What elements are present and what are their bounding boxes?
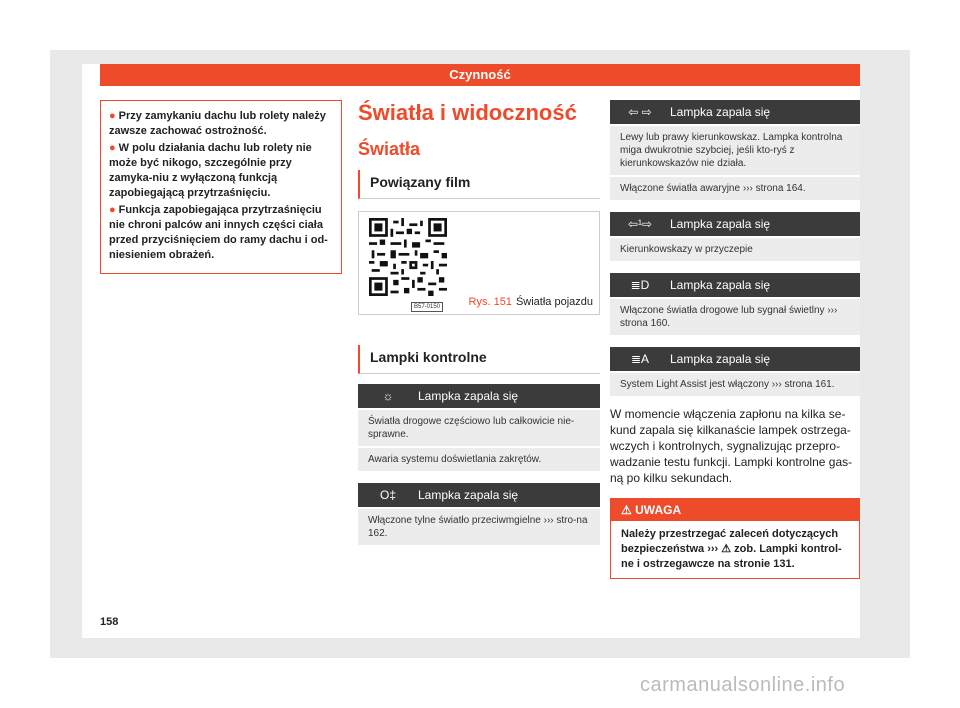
notice-text: Funkcja zapobiegająca przytrzaśnięciu nie chroni palców ani innych części ciała przed przyciśnięciem do ramy dachu i od-niesieniem obrażeń. bbox=[109, 204, 328, 261]
turn-signal-icon: ⇦ ⇨ bbox=[628, 105, 652, 119]
lamp-table bbox=[610, 347, 860, 396]
lamp-row: Awaria systemu doświetlania zakrętów. bbox=[358, 448, 600, 471]
rear-fog-light-icon: O‡ bbox=[379, 488, 396, 502]
lamp-head-label: Lampka zapala się bbox=[418, 488, 519, 502]
high-beam-fault-icon: ☼ bbox=[382, 389, 394, 403]
figure-caption bbox=[469, 296, 593, 308]
lamp-row bbox=[358, 509, 600, 545]
watermark: carmanualsonline.info bbox=[640, 674, 846, 696]
lamps-header bbox=[358, 345, 600, 374]
lamp-head bbox=[610, 100, 860, 124]
bullet-icon: ● bbox=[109, 110, 116, 122]
lamp-head bbox=[358, 483, 600, 507]
figure-number: Rys. 151 bbox=[468, 296, 512, 308]
lamp-head-label: Lampka zapala się bbox=[670, 352, 771, 366]
notice-text: Przy zamykaniu dachu lub rolety należy zawsze zachować ostrożność. bbox=[109, 110, 326, 137]
page-header: Czynność bbox=[100, 64, 860, 86]
middle-column bbox=[358, 100, 600, 545]
lamp-head bbox=[610, 212, 860, 236]
lamp-row: Włączone światła awaryjne ››› strona 164. bbox=[610, 177, 860, 200]
right-column bbox=[610, 100, 860, 579]
lamp-head bbox=[610, 273, 860, 297]
bullet-icon: ● bbox=[109, 204, 116, 216]
warning-text: Należy przestrzegać zaleceń dotyczących bezpieczeństwa ››› ⚠ zob. Lampki kontrol-ne i ostrzegawcze na stronie 131. bbox=[621, 528, 842, 570]
lamp-head bbox=[358, 384, 600, 408]
notice-item bbox=[109, 141, 333, 201]
high-beam-icon: ≣D bbox=[630, 278, 650, 292]
body-paragraph: W momencie włączenia zapłonu na kilka se-kund zapala się kilkanaście lampek ostrzega-wczych i kontrolnych, sygnalizując przepro-wadzanie testu funkcji. Lampki kontrolne gas-ną po kilku sekundach. bbox=[610, 407, 853, 485]
lamp-row: Włączone światła drogowe lub sygnał świetlny ››› strona 160. bbox=[610, 299, 860, 335]
lamp-table bbox=[358, 384, 600, 471]
light-assist-icon: ≣A bbox=[630, 352, 650, 366]
lamp-row: Kierunkowskazy w przyczepie bbox=[610, 238, 860, 261]
subsection-header bbox=[358, 170, 600, 199]
lamp-head-label: Lampka zapala się bbox=[670, 217, 771, 231]
notice-box bbox=[100, 100, 342, 274]
lamp-row: System Light Assist jest włączony ››› strona 161. bbox=[610, 373, 860, 396]
figure-code: B57-0150 bbox=[411, 302, 443, 312]
lamps-title: Lampki kontrolne bbox=[370, 349, 487, 365]
figure-caption-text: Światła pojazdu bbox=[515, 296, 593, 308]
lamp-head-label: Lampka zapala się bbox=[670, 105, 771, 119]
page-number: 158 bbox=[100, 616, 119, 628]
chapter-title: Światła i widoczność bbox=[358, 100, 577, 125]
lamp-row: Lewy lub prawy kierunkowskaz. Lampka kontrolna miga dwukrotnie szybciej, jeśli kto-ryś z kierunkowskazów nie działa. bbox=[610, 126, 860, 175]
notice-item bbox=[109, 203, 333, 263]
warning-title: UWAGA bbox=[635, 503, 682, 517]
warning-header bbox=[611, 499, 859, 521]
notice-item bbox=[109, 109, 333, 139]
qr-code-icon[interactable] bbox=[369, 218, 447, 296]
lamp-table bbox=[610, 212, 860, 261]
left-column bbox=[100, 100, 342, 274]
lamp-head bbox=[610, 347, 860, 371]
bullet-icon: ● bbox=[109, 142, 116, 154]
lamp-head-label: Lampka zapala się bbox=[418, 389, 519, 403]
warning-triangle-icon: ⚠ bbox=[621, 503, 632, 517]
lamp-table bbox=[358, 483, 600, 545]
lamp-table bbox=[610, 273, 860, 335]
figure-box bbox=[358, 211, 600, 315]
warning-box bbox=[610, 498, 860, 579]
section-title: Światła bbox=[358, 139, 421, 159]
lamp-head-label: Lampka zapala się bbox=[670, 278, 771, 292]
lamp-table bbox=[610, 100, 860, 200]
lamp-row-text: Włączone tylne światło przeciwmgielne ››› stro-na 162. bbox=[368, 515, 588, 539]
trailer-turn-signal-icon: ⇦¹⇨ bbox=[627, 217, 653, 231]
lamp-row: Światła drogowe częściowo lub całkowicie nie-sprawne. bbox=[358, 410, 600, 446]
subsection-title: Powiązany film bbox=[370, 174, 471, 190]
notice-text: W polu działania dachu lub rolety nie może być nikogo, szczególnie przy zamyka-niu z wyłączoną funkcją zapobiegającą przytrzaśnięciu. bbox=[109, 142, 312, 199]
